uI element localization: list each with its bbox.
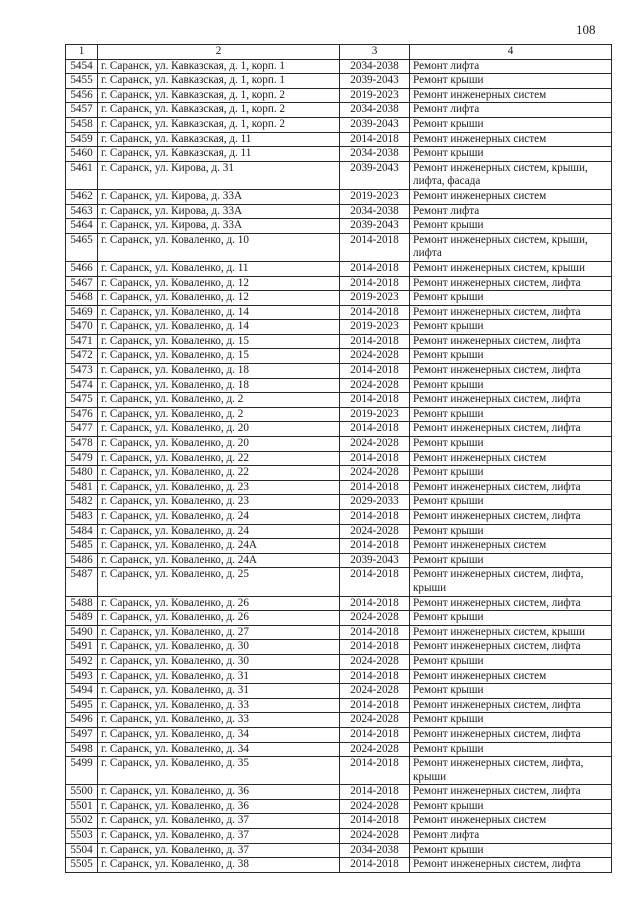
row-number-cell: 5498: [66, 742, 98, 757]
work-type-cell: Ремонт инженерных систем: [410, 132, 612, 147]
address-cell: г. Саранск, ул. Коваленко, д. 27: [98, 625, 340, 640]
work-type-cell: Ремонт крыши: [410, 799, 612, 814]
table-row: [66, 334, 612, 349]
address-cell: г. Саранск, ул. Коваленко, д. 24А: [98, 553, 340, 568]
table-row: [66, 466, 612, 481]
table-row: [66, 757, 612, 785]
row-number-cell: 5460: [66, 147, 98, 162]
table-row: [66, 451, 612, 466]
work-type-cell: Ремонт инженерных систем: [410, 88, 612, 103]
period-cell: 2014-2018: [340, 814, 410, 829]
address-cell: г. Саранск, ул. Кирова, д. 33А: [98, 189, 340, 204]
table-row: [66, 829, 612, 844]
period-cell: 2014-2018: [340, 132, 410, 147]
address-cell: г. Саранск, ул. Кавказская, д. 11: [98, 147, 340, 162]
row-number-cell: 5464: [66, 219, 98, 234]
period-cell: 2014-2018: [340, 364, 410, 379]
period-cell: 2014-2018: [340, 539, 410, 554]
row-number-cell: 5494: [66, 684, 98, 699]
work-type-cell: Ремонт крыши: [410, 378, 612, 393]
period-cell: 2014-2018: [340, 233, 410, 261]
row-number-cell: 5489: [66, 611, 98, 626]
period-cell: 2024-2028: [340, 713, 410, 728]
period-cell: 2024-2028: [340, 378, 410, 393]
period-cell: 2014-2018: [340, 510, 410, 525]
work-type-cell: Ремонт инженерных систем, лифта: [410, 596, 612, 611]
row-number-cell: 5468: [66, 291, 98, 306]
row-number-cell: 5491: [66, 640, 98, 655]
period-cell: 2024-2028: [340, 799, 410, 814]
table-row: [66, 276, 612, 291]
address-cell: г. Саранск, ул. Коваленко, д. 31: [98, 684, 340, 699]
address-cell: г. Саранск, ул. Коваленко, д. 37: [98, 814, 340, 829]
table-row: [66, 364, 612, 379]
work-type-cell: Ремонт крыши: [410, 437, 612, 452]
row-number-cell: 5467: [66, 276, 98, 291]
address-cell: г. Саранск, ул. Коваленко, д. 18: [98, 378, 340, 393]
row-number-cell: 5466: [66, 261, 98, 276]
work-type-cell: Ремонт инженерных систем, крыши: [410, 261, 612, 276]
row-number-cell: 5463: [66, 204, 98, 219]
row-number-cell: 5472: [66, 349, 98, 364]
row-number-cell: 5483: [66, 510, 98, 525]
row-number-cell: 5482: [66, 495, 98, 510]
table-row: [66, 219, 612, 234]
work-type-cell: Ремонт инженерных систем, лифта: [410, 480, 612, 495]
row-number-cell: 5461: [66, 161, 98, 189]
period-cell: 2014-2018: [340, 305, 410, 320]
period-cell: 2029-2033: [340, 495, 410, 510]
table-row: [66, 117, 612, 132]
address-cell: г. Саранск, ул. Коваленко, д. 14: [98, 305, 340, 320]
table-row: [66, 407, 612, 422]
table-row: [66, 524, 612, 539]
table-row: [66, 858, 612, 873]
period-cell: 2019-2023: [340, 320, 410, 335]
address-cell: г. Саранск, ул. Кавказская, д. 1, корп. 1: [98, 59, 340, 74]
row-number-cell: 5470: [66, 320, 98, 335]
period-cell: 2034-2038: [340, 843, 410, 858]
period-cell: 2039-2043: [340, 161, 410, 189]
work-type-cell: Ремонт крыши: [410, 219, 612, 234]
period-cell: 2014-2018: [340, 625, 410, 640]
table-row: [66, 495, 612, 510]
table-row: [66, 654, 612, 669]
address-cell: г. Саранск, ул. Коваленко, д. 2: [98, 393, 340, 408]
row-number-cell: 5490: [66, 625, 98, 640]
table-row: [66, 305, 612, 320]
work-type-cell: Ремонт инженерных систем, лифта: [410, 510, 612, 525]
work-type-cell: Ремонт крыши: [410, 147, 612, 162]
work-type-cell: Ремонт инженерных систем, лифта: [410, 364, 612, 379]
period-cell: 2039-2043: [340, 553, 410, 568]
row-number-cell: 5495: [66, 698, 98, 713]
work-type-cell: Ремонт инженерных систем: [410, 539, 612, 554]
address-cell: г. Саранск, ул. Коваленко, д. 11: [98, 261, 340, 276]
row-number-cell: 5500: [66, 785, 98, 800]
address-cell: г. Саранск, ул. Кавказская, д. 1, корп. 2: [98, 117, 340, 132]
period-cell: 2024-2028: [340, 829, 410, 844]
period-cell: 2024-2028: [340, 437, 410, 452]
work-type-cell: Ремонт инженерных систем, лифта: [410, 698, 612, 713]
row-number-cell: 5486: [66, 553, 98, 568]
period-cell: 2024-2028: [340, 611, 410, 626]
address-cell: г. Саранск, ул. Коваленко, д. 36: [98, 799, 340, 814]
table-row: [66, 59, 612, 74]
row-number-cell: 5476: [66, 407, 98, 422]
table-row: [66, 103, 612, 118]
work-type-cell: Ремонт инженерных систем, лифта: [410, 858, 612, 873]
period-cell: 2014-2018: [340, 422, 410, 437]
address-cell: г. Саранск, ул. Коваленко, д. 30: [98, 654, 340, 669]
row-number-cell: 5504: [66, 843, 98, 858]
address-cell: г. Саранск, ул. Коваленко, д. 15: [98, 349, 340, 364]
work-type-cell: Ремонт крыши: [410, 684, 612, 699]
row-number-cell: 5480: [66, 466, 98, 481]
row-number-cell: 5457: [66, 103, 98, 118]
row-number-cell: 5458: [66, 117, 98, 132]
work-type-cell: Ремонт инженерных систем, лифта, крыши: [410, 757, 612, 785]
work-type-cell: Ремонт инженерных систем: [410, 669, 612, 684]
table-row: [66, 320, 612, 335]
work-type-cell: Ремонт инженерных систем, лифта: [410, 640, 612, 655]
row-number-cell: 5454: [66, 59, 98, 74]
work-type-cell: Ремонт лифта: [410, 204, 612, 219]
table-row: [66, 204, 612, 219]
address-cell: г. Саранск, ул. Коваленко, д. 33: [98, 698, 340, 713]
table-row: [66, 799, 612, 814]
row-number-cell: 5455: [66, 74, 98, 89]
period-cell: 2024-2028: [340, 524, 410, 539]
period-cell: 2014-2018: [340, 640, 410, 655]
table-row: [66, 233, 612, 261]
row-number-cell: 5501: [66, 799, 98, 814]
table-header-row: [66, 45, 612, 60]
period-cell: 2014-2018: [340, 858, 410, 873]
table-row: [66, 727, 612, 742]
work-type-cell: Ремонт инженерных систем, лифта: [410, 785, 612, 800]
work-type-cell: Ремонт крыши: [410, 553, 612, 568]
work-type-cell: Ремонт крыши: [410, 742, 612, 757]
address-cell: г. Саранск, ул. Коваленко, д. 2: [98, 407, 340, 422]
address-cell: г. Саранск, ул. Коваленко, д. 26: [98, 611, 340, 626]
address-cell: г. Саранск, ул. Коваленко, д. 24: [98, 524, 340, 539]
work-type-cell: Ремонт крыши: [410, 349, 612, 364]
row-number-cell: 5493: [66, 669, 98, 684]
period-cell: 2014-2018: [340, 785, 410, 800]
period-cell: 2019-2023: [340, 88, 410, 103]
table-row: [66, 261, 612, 276]
period-cell: 2024-2028: [340, 349, 410, 364]
period-cell: 2039-2043: [340, 219, 410, 234]
table-row: [66, 684, 612, 699]
row-number-cell: 5475: [66, 393, 98, 408]
period-cell: 2014-2018: [340, 480, 410, 495]
address-cell: г. Саранск, ул. Кирова, д. 31: [98, 161, 340, 189]
period-cell: 2014-2018: [340, 757, 410, 785]
address-cell: г. Саранск, ул. Коваленко, д. 34: [98, 727, 340, 742]
period-cell: 2014-2018: [340, 393, 410, 408]
work-type-cell: Ремонт крыши: [410, 74, 612, 89]
work-type-cell: Ремонт инженерных систем, крыши, лифта: [410, 233, 612, 261]
address-cell: г. Саранск, ул. Коваленко, д. 12: [98, 291, 340, 306]
address-cell: г. Саранск, ул. Коваленко, д. 12: [98, 276, 340, 291]
address-cell: г. Саранск, ул. Коваленко, д. 37: [98, 843, 340, 858]
period-cell: 2019-2023: [340, 189, 410, 204]
row-number-cell: 5465: [66, 233, 98, 261]
work-type-cell: Ремонт крыши: [410, 407, 612, 422]
work-type-cell: Ремонт крыши: [410, 291, 612, 306]
table-row: [66, 161, 612, 189]
row-number-cell: 5462: [66, 189, 98, 204]
work-type-cell: Ремонт крыши: [410, 466, 612, 481]
row-number-cell: 5473: [66, 364, 98, 379]
row-number-cell: 5496: [66, 713, 98, 728]
period-cell: 2014-2018: [340, 568, 410, 596]
address-cell: г. Саранск, ул. Коваленко, д. 22: [98, 466, 340, 481]
work-type-cell: Ремонт инженерных систем, лифта: [410, 727, 612, 742]
address-cell: г. Саранск, ул. Кирова, д. 33А: [98, 204, 340, 219]
row-number-cell: 5505: [66, 858, 98, 873]
table-row: [66, 480, 612, 495]
column-header-number: 1: [66, 45, 98, 60]
table-row: [66, 539, 612, 554]
row-number-cell: 5499: [66, 757, 98, 785]
address-cell: г. Саранск, ул. Коваленко, д. 38: [98, 858, 340, 873]
address-cell: г. Саранск, ул. Кавказская, д. 1, корп. 2: [98, 88, 340, 103]
row-number-cell: 5488: [66, 596, 98, 611]
table-row: [66, 74, 612, 89]
repair-schedule-table: [65, 44, 612, 873]
period-cell: 2019-2023: [340, 407, 410, 422]
period-cell: 2034-2038: [340, 59, 410, 74]
period-cell: 2024-2028: [340, 684, 410, 699]
period-cell: 2034-2038: [340, 204, 410, 219]
table-row: [66, 147, 612, 162]
period-cell: 2014-2018: [340, 276, 410, 291]
row-number-cell: 5484: [66, 524, 98, 539]
column-header-period: 3: [340, 45, 410, 60]
row-number-cell: 5487: [66, 568, 98, 596]
work-type-cell: Ремонт крыши: [410, 524, 612, 539]
row-number-cell: 5485: [66, 539, 98, 554]
page-number: 108: [576, 22, 596, 37]
period-cell: 2014-2018: [340, 596, 410, 611]
table-row: [66, 698, 612, 713]
work-type-cell: Ремонт инженерных систем, лифта: [410, 305, 612, 320]
period-cell: 2039-2043: [340, 74, 410, 89]
table-row: [66, 568, 612, 596]
work-type-cell: Ремонт инженерных систем: [410, 451, 612, 466]
row-number-cell: 5477: [66, 422, 98, 437]
period-cell: 2039-2043: [340, 117, 410, 132]
work-type-cell: Ремонт лифта: [410, 59, 612, 74]
period-cell: 2034-2038: [340, 147, 410, 162]
work-type-cell: Ремонт крыши: [410, 320, 612, 335]
row-number-cell: 5474: [66, 378, 98, 393]
period-cell: 2014-2018: [340, 451, 410, 466]
row-number-cell: 5481: [66, 480, 98, 495]
period-cell: 2014-2018: [340, 261, 410, 276]
work-type-cell: Ремонт инженерных систем, лифта, крыши: [410, 568, 612, 596]
work-type-cell: Ремонт инженерных систем, крыши, лифта, фасада: [410, 161, 612, 189]
work-type-cell: Ремонт инженерных систем: [410, 189, 612, 204]
address-cell: г. Саранск, ул. Коваленко, д. 37: [98, 829, 340, 844]
address-cell: г. Саранск, ул. Коваленко, д. 10: [98, 233, 340, 261]
table-row: [66, 378, 612, 393]
period-cell: 2034-2038: [340, 103, 410, 118]
row-number-cell: 5479: [66, 451, 98, 466]
row-number-cell: 5503: [66, 829, 98, 844]
period-cell: 2014-2018: [340, 698, 410, 713]
work-type-cell: Ремонт крыши: [410, 843, 612, 858]
work-type-cell: Ремонт инженерных систем, лифта: [410, 422, 612, 437]
address-cell: г. Саранск, ул. Коваленко, д. 26: [98, 596, 340, 611]
table-row: [66, 814, 612, 829]
table-row: [66, 291, 612, 306]
address-cell: г. Саранск, ул. Коваленко, д. 15: [98, 334, 340, 349]
work-type-cell: Ремонт инженерных систем: [410, 814, 612, 829]
table-row: [66, 843, 612, 858]
table-row: [66, 349, 612, 364]
period-cell: 2014-2018: [340, 727, 410, 742]
address-cell: г. Саранск, ул. Кавказская, д. 1, корп. 1: [98, 74, 340, 89]
work-type-cell: Ремонт крыши: [410, 495, 612, 510]
work-type-cell: Ремонт крыши: [410, 713, 612, 728]
row-number-cell: 5469: [66, 305, 98, 320]
address-cell: г. Саранск, ул. Кирова, д. 33А: [98, 219, 340, 234]
period-cell: 2014-2018: [340, 669, 410, 684]
work-type-cell: Ремонт лифта: [410, 103, 612, 118]
work-type-cell: Ремонт лифта: [410, 829, 612, 844]
column-header-work: 4: [410, 45, 612, 60]
address-cell: г. Саранск, ул. Коваленко, д. 14: [98, 320, 340, 335]
address-cell: г. Саранск, ул. Коваленко, д. 22: [98, 451, 340, 466]
table-row: [66, 88, 612, 103]
table-row: [66, 510, 612, 525]
address-cell: г. Саранск, ул. Коваленко, д. 31: [98, 669, 340, 684]
address-cell: г. Саранск, ул. Коваленко, д. 30: [98, 640, 340, 655]
address-cell: г. Саранск, ул. Кавказская, д. 11: [98, 132, 340, 147]
row-number-cell: 5459: [66, 132, 98, 147]
address-cell: г. Саранск, ул. Кавказская, д. 1, корп. 2: [98, 103, 340, 118]
period-cell: 2024-2028: [340, 742, 410, 757]
row-number-cell: 5456: [66, 88, 98, 103]
row-number-cell: 5502: [66, 814, 98, 829]
table-row: [66, 640, 612, 655]
address-cell: г. Саранск, ул. Коваленко, д. 23: [98, 480, 340, 495]
column-header-address: 2: [98, 45, 340, 60]
period-cell: 2024-2028: [340, 466, 410, 481]
table-row: [66, 611, 612, 626]
address-cell: г. Саранск, ул. Коваленко, д. 33: [98, 713, 340, 728]
work-type-cell: Ремонт инженерных систем, крыши: [410, 625, 612, 640]
table-row: [66, 553, 612, 568]
table-row: [66, 189, 612, 204]
period-cell: 2024-2028: [340, 654, 410, 669]
address-cell: г. Саранск, ул. Коваленко, д. 35: [98, 757, 340, 785]
address-cell: г. Саранск, ул. Коваленко, д. 36: [98, 785, 340, 800]
table-row: [66, 422, 612, 437]
work-type-cell: Ремонт крыши: [410, 654, 612, 669]
address-cell: г. Саранск, ул. Коваленко, д. 24: [98, 510, 340, 525]
address-cell: г. Саранск, ул. Коваленко, д. 34: [98, 742, 340, 757]
work-type-cell: Ремонт инженерных систем, лифта: [410, 334, 612, 349]
address-cell: г. Саранск, ул. Коваленко, д. 18: [98, 364, 340, 379]
row-number-cell: 5492: [66, 654, 98, 669]
table-row: [66, 437, 612, 452]
row-number-cell: 5471: [66, 334, 98, 349]
work-type-cell: Ремонт крыши: [410, 117, 612, 132]
table-row: [66, 393, 612, 408]
table-row: [66, 713, 612, 728]
table-row: [66, 625, 612, 640]
address-cell: г. Саранск, ул. Коваленко, д. 24А: [98, 539, 340, 554]
period-cell: 2014-2018: [340, 334, 410, 349]
table-row: [66, 669, 612, 684]
period-cell: 2019-2023: [340, 291, 410, 306]
address-cell: г. Саранск, ул. Коваленко, д. 25: [98, 568, 340, 596]
table-row: [66, 742, 612, 757]
address-cell: г. Саранск, ул. Коваленко, д. 20: [98, 437, 340, 452]
row-number-cell: 5497: [66, 727, 98, 742]
work-type-cell: Ремонт инженерных систем, лифта: [410, 393, 612, 408]
address-cell: г. Саранск, ул. Коваленко, д. 23: [98, 495, 340, 510]
work-type-cell: Ремонт инженерных систем, лифта: [410, 276, 612, 291]
row-number-cell: 5478: [66, 437, 98, 452]
work-type-cell: Ремонт крыши: [410, 611, 612, 626]
address-cell: г. Саранск, ул. Коваленко, д. 20: [98, 422, 340, 437]
table-row: [66, 132, 612, 147]
table-row: [66, 596, 612, 611]
table-row: [66, 785, 612, 800]
